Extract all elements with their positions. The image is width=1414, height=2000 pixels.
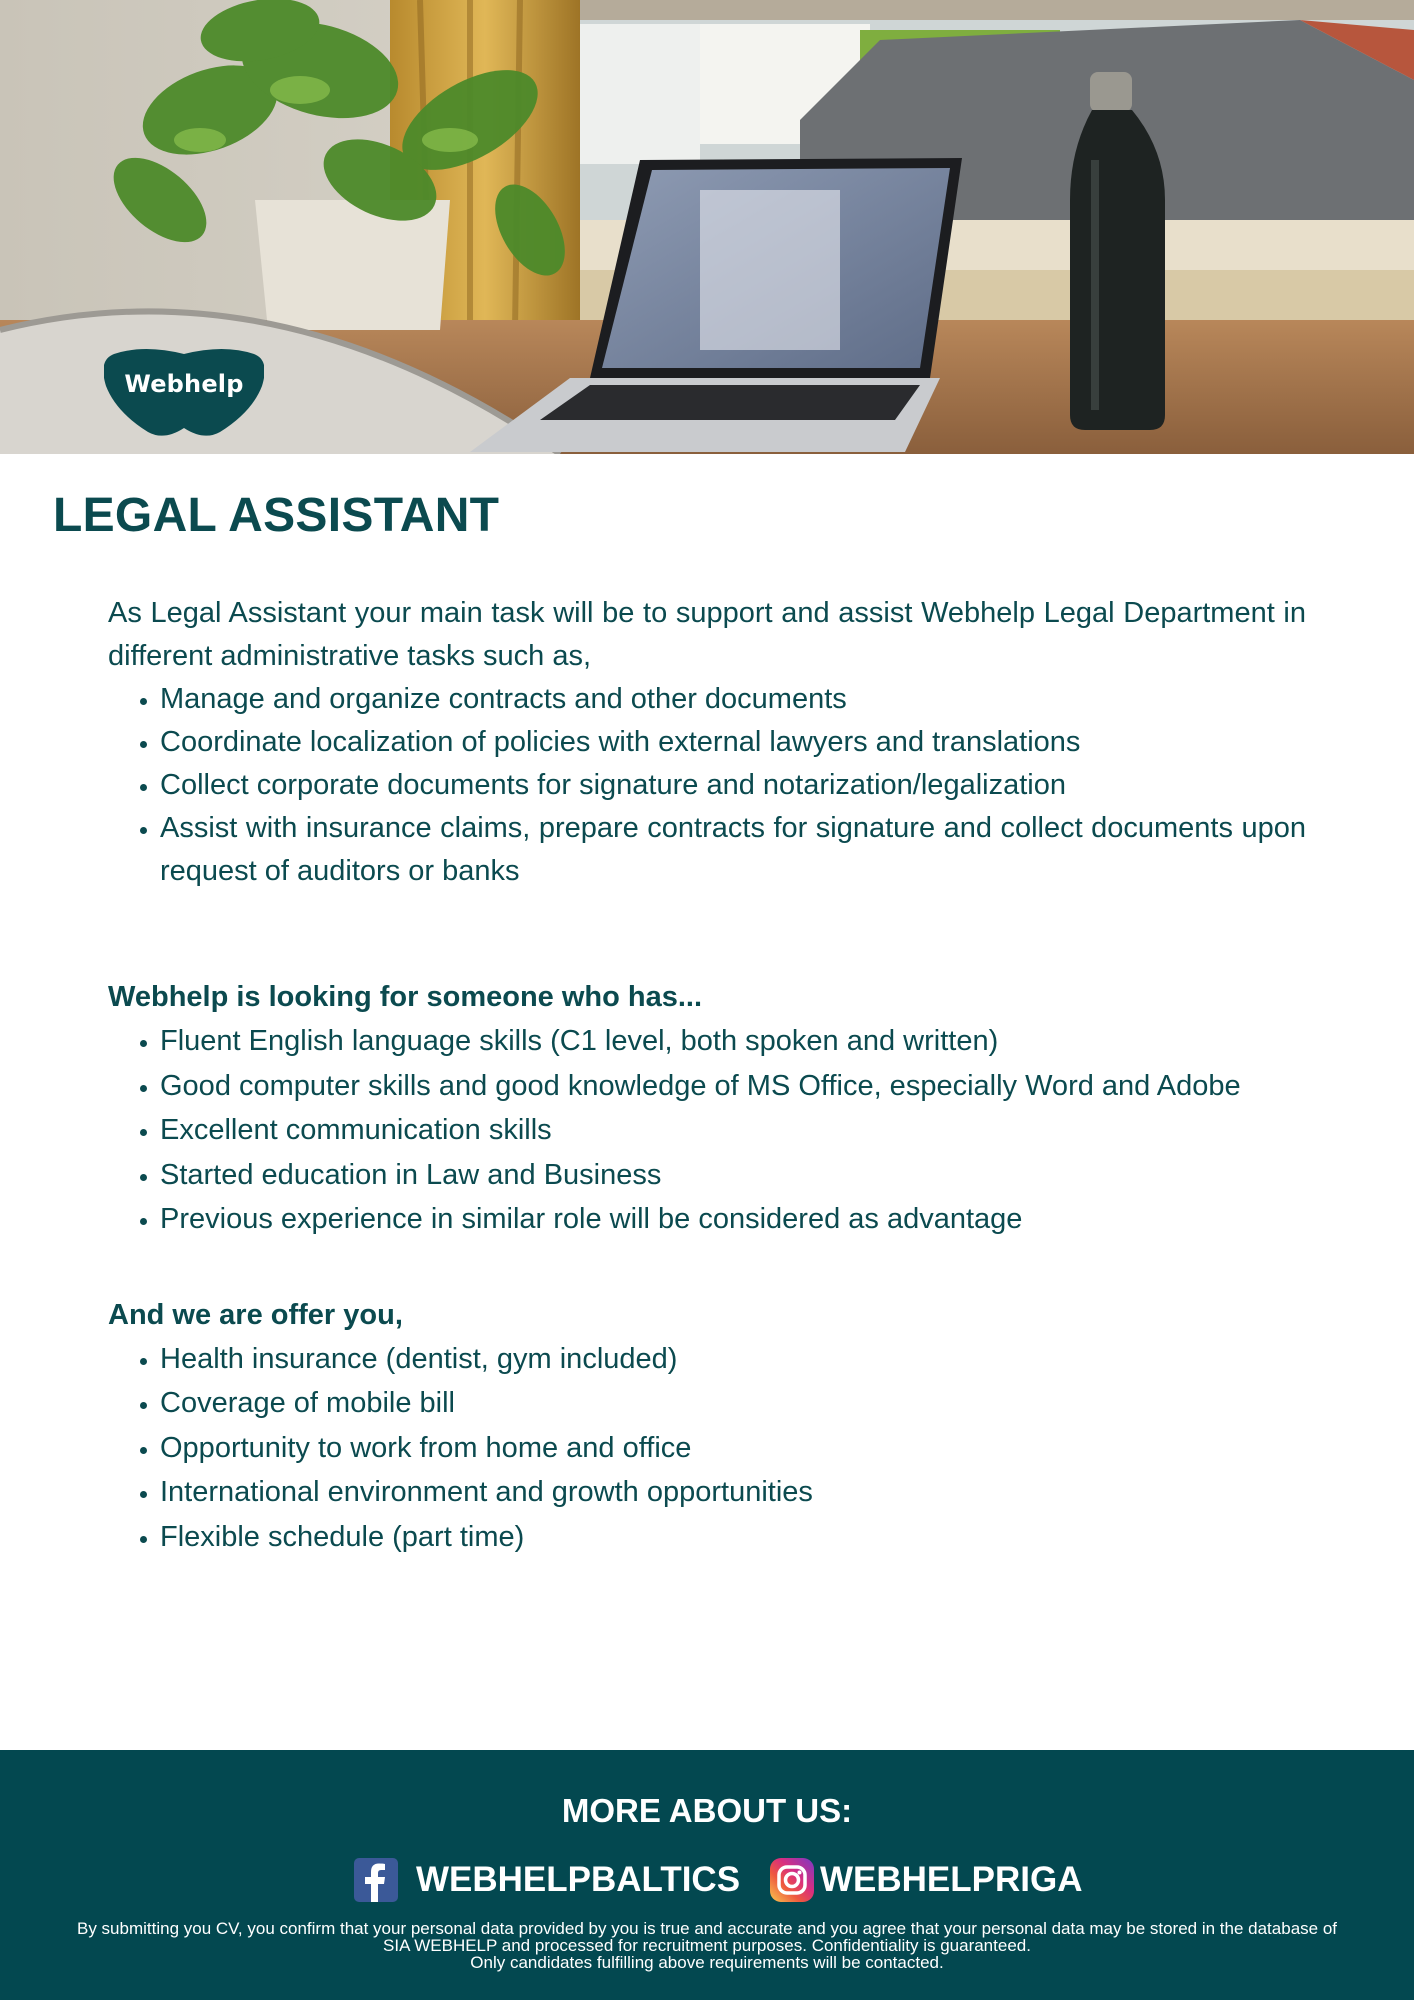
footer: [0, 1750, 1414, 2000]
list-item: • Manage and organize contracts and other documents: [160, 678, 1306, 721]
job-description: [108, 592, 1306, 1559]
legal-line: SIA WEBHELP and processed for recruitment purposes. Confidentiality is guaranteed.: [383, 1936, 1031, 1955]
list-item: • Coverage of mobile bill: [160, 1381, 1306, 1426]
list-item: • Fluent English language skills (C1 level, both spoken and written): [160, 1019, 1306, 1064]
list-item: • Health insurance (dentist, gym included): [160, 1337, 1306, 1382]
webhelp-logo: [104, 346, 264, 438]
list-item: • Opportunity to work from home and office: [160, 1426, 1306, 1471]
job-title: LEGAL ASSISTANT: [53, 489, 500, 542]
list-item: • Assist with insurance claims, prepare contracts for signature and collect documents upon request of auditors or banks: [160, 807, 1306, 893]
list-item: • International environment and growth opportunities: [160, 1470, 1306, 1515]
more-about-us-heading: MORE ABOUT US:: [561, 1792, 853, 1829]
requirements-heading: Webhelp is looking for someone who has...: [108, 981, 703, 1013]
legal-line: Only candidates fulfilling above requirements will be contacted.: [470, 1953, 944, 1972]
hero-photo: [0, 0, 1414, 454]
facebook-icon: [354, 1858, 398, 1902]
list-item: • Previous experience in similar role will be considered as advantage: [160, 1197, 1306, 1242]
offer-list: [108, 1337, 1306, 1560]
requirements-list: [108, 1019, 1306, 1242]
instagram-icon: [770, 1858, 814, 1902]
instagram-handle: WEBHELPRIGA: [820, 1860, 1083, 1899]
list-item: • Excellent communication skills: [160, 1108, 1306, 1153]
logo-text: Webhelp: [124, 370, 244, 398]
instagram-link[interactable]: [770, 1856, 1083, 1904]
intro-paragraph: As Legal Assistant your main task will be to support and assist Webhelp Legal Department in different administrative tasks such as,: [108, 597, 1306, 672]
legal-line: By submitting you CV, you confirm that your personal data provided by you is true and accurate and you agree that your personal data may be stored in the database of: [76, 1919, 1338, 1938]
facebook-handle: WEBHELPBALTICS: [416, 1860, 741, 1899]
offer-heading: And we are offer you,: [108, 1298, 403, 1331]
list-item: • Started education in Law and Business: [160, 1153, 1306, 1198]
facebook-link[interactable]: [354, 1856, 740, 1904]
list-item: • Collect corporate documents for signature and notarization/legalization: [160, 764, 1306, 807]
legal-disclaimer: [20, 1920, 1394, 1971]
task-list: [108, 678, 1306, 893]
social-links: [0, 1856, 1414, 1904]
list-item: • Flexible schedule (part time): [160, 1515, 1306, 1560]
list-item: • Good computer skills and good knowledge of MS Office, especially Word and Adobe: [160, 1064, 1306, 1109]
list-item: • Coordinate localization of policies with external lawyers and translations: [160, 721, 1306, 764]
